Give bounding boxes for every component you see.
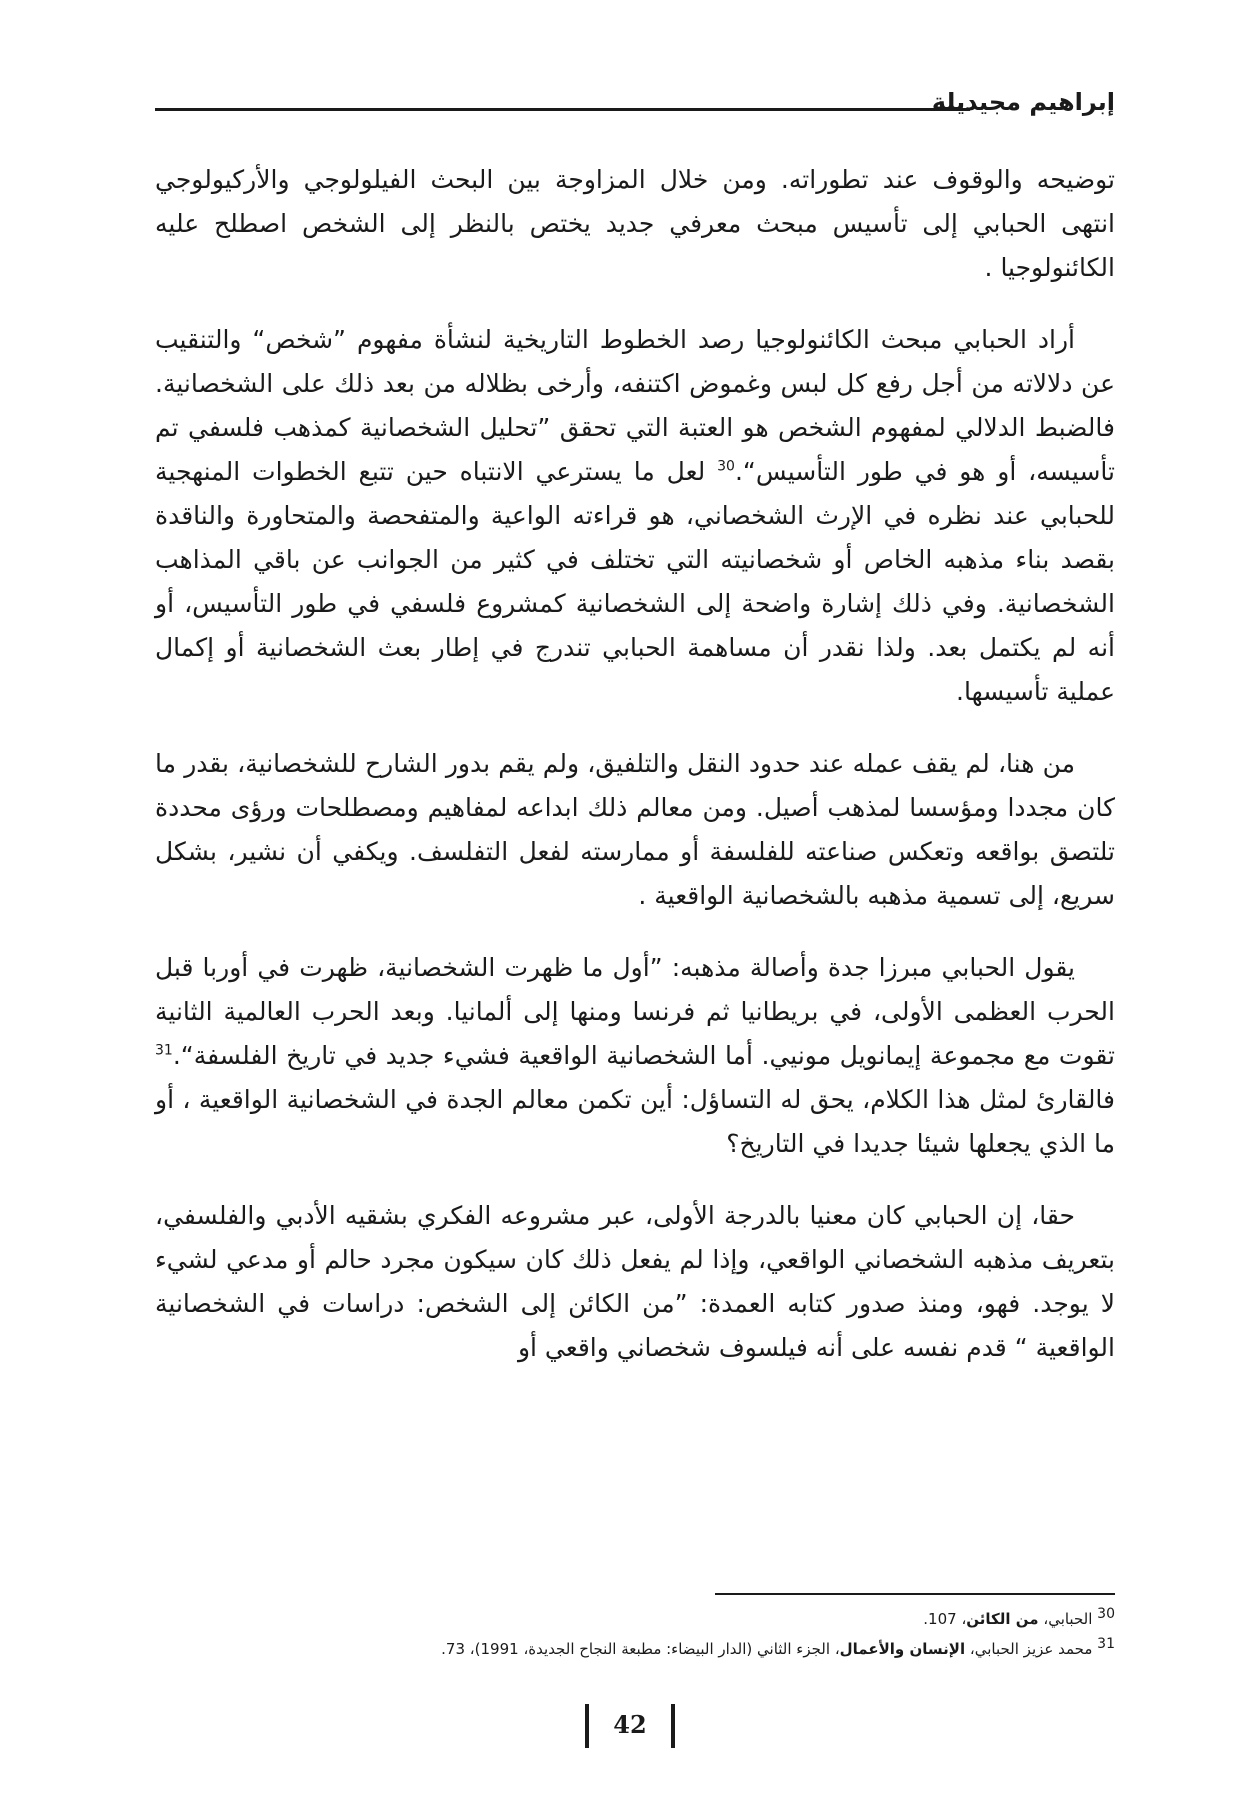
footnote-text: الحبابي، (1038, 1610, 1093, 1628)
paragraph-text-continued: فالقارئ لمثل هذا الكلام، يحق له التساؤل: أين تكمن معالم الجدة في الشخصانية الواقعية ، أو ما الذي يجعلها شيئا جديدا في التاريخ؟ (155, 1085, 1115, 1158)
page-number-bar-right (671, 1704, 675, 1748)
footnotes (155, 1604, 1115, 1664)
paragraph-text: حقا، إن الحبابي كان معنيا بالدرجة الأولى، عبر مشروعه الفكري بشقيه الأدبي والفلسفي، بتعريف مذهبه الشخصاني الواقعي، وإذا لم يفعل ذلك كان سيكون مجرد حالم أو مدعي لشيء لا يوجد. فهو، ومنذ صدور كتابه العمدة: ”من الكائن إلى الشخص: دراسات في الشخصانية الواقعية “ قدم نفسه على أنه فيلسوف شخصاني واقعي أو (155, 1201, 1115, 1362)
footnote-title: من الكائن (966, 1610, 1039, 1628)
header-author: إبراهيم مجيديلة (931, 88, 1115, 116)
paragraph-5 (155, 1194, 1115, 1370)
paragraph-2 (155, 318, 1115, 714)
paragraph-text-continued: لعل ما يسترعي الانتباه حين تتبع الخطوات المنهجية للحبابي عند نظره في الإرث الشخصاني، هو قراءته الواعية والمتفحصة والمتحاورة والناقدة بقصد بناء مذهبه الخاص أو شخصانيته التي تختلف في كثير من الجوانب عن باقي المذاهب الشخصانية. وفي ذلك إشارة واضحة إلى الشخصانية كمشروع فلسفي في طور التأسيس، أو أنه لم يكتمل بعد. ولذا نقدر أن مساهمة الحبابي تندرج في إطار بعث الشخصانية أو إكمال عملية تأسيسها. (155, 457, 1115, 706)
footnote-ref-30[interactable]: 30 (717, 458, 735, 475)
paragraph-1 (155, 158, 1115, 290)
footnote-title: الإنسان والأعمال (839, 1640, 966, 1658)
body-text (155, 158, 1115, 1398)
footnote-text-end: ، الجزء الثاني (الدار البيضاء: مطبعة النجاح الجديدة، 1991)، 73. (441, 1640, 840, 1658)
running-header (155, 88, 1115, 128)
footnote-31 (155, 1634, 1115, 1664)
page-number-box (585, 1704, 675, 1748)
paragraph-4 (155, 946, 1115, 1166)
header-rule (155, 108, 970, 111)
paragraph-3 (155, 742, 1115, 918)
paragraph-text: من هنا، لم يقف عمله عند حدود النقل والتلفيق، ولم يقم بدور الشارح للشخصانية، بقدر ما كان مجددا ومؤسسا لمذهب أصيل. ومن معالم ذلك ابداعه لمفاهيم ومصطلحات ورؤى محددة تلتصق بواقعه وتعكس صناعته للفلسفة أو ممارسته لفعل التفلسف. ويكفي أن نشير، بشكل سريع، إلى تسمية مذهبه بالشخصانية الواقعية . (155, 749, 1115, 910)
paragraph-text: توضيحه والوقوف عند تطوراته. ومن خلال المزاوجة بين البحث الفيلولوجي والأركيولوجي انتهى الحبابي إلى تأسيس مبحث معرفي جديد يختص بالنظر إلى الشخص اصطلح عليه الكائنولوجيا . (155, 165, 1115, 282)
paragraph-text: يقول الحبابي مبرزا جدة وأصالة مذهبه: ”أول ما ظهرت الشخصانية، ظهرت في أوربا قبل الحرب العظمى الأولى، في بريطانيا ثم فرنسا ومنها إلى ألمانيا. وبعد الحرب العالمية الثانية تقوت مع مجموعة إيمانويل مونيي. أما الشخصانية الواقعية فشيء جديد في تاريخ الفلسفة“. (155, 953, 1115, 1070)
footnote-number: 31 (1097, 1636, 1115, 1652)
footnote-text: محمد عزيز الحبابي، (965, 1640, 1093, 1658)
footnote-number: 30 (1097, 1606, 1115, 1622)
page-number: 42 (613, 1710, 647, 1739)
paragraph-text: أراد الحبابي مبحث الكائنولوجيا رصد الخطوط التاريخية لنشأة مفهوم ”شخص“ والتنقيب عن دلالاته من أجل رفع كل لبس وغموض اكتنفه، وأرخى بظلاله من بعد ذلك على الشخصانية. فالضبط الدلالي لمفهوم الشخص هو العتبة التي تحقق ”تحليل الشخصانية كمذهب فلسفي تم تأسيسه، أو هو في طور التأسيس“. (155, 325, 1115, 486)
footnote-text-end: ، 107. (923, 1610, 967, 1628)
footnote-ref-31[interactable]: 31 (155, 1042, 173, 1059)
footnote-30 (155, 1604, 1115, 1634)
footnote-separator (715, 1593, 1115, 1595)
